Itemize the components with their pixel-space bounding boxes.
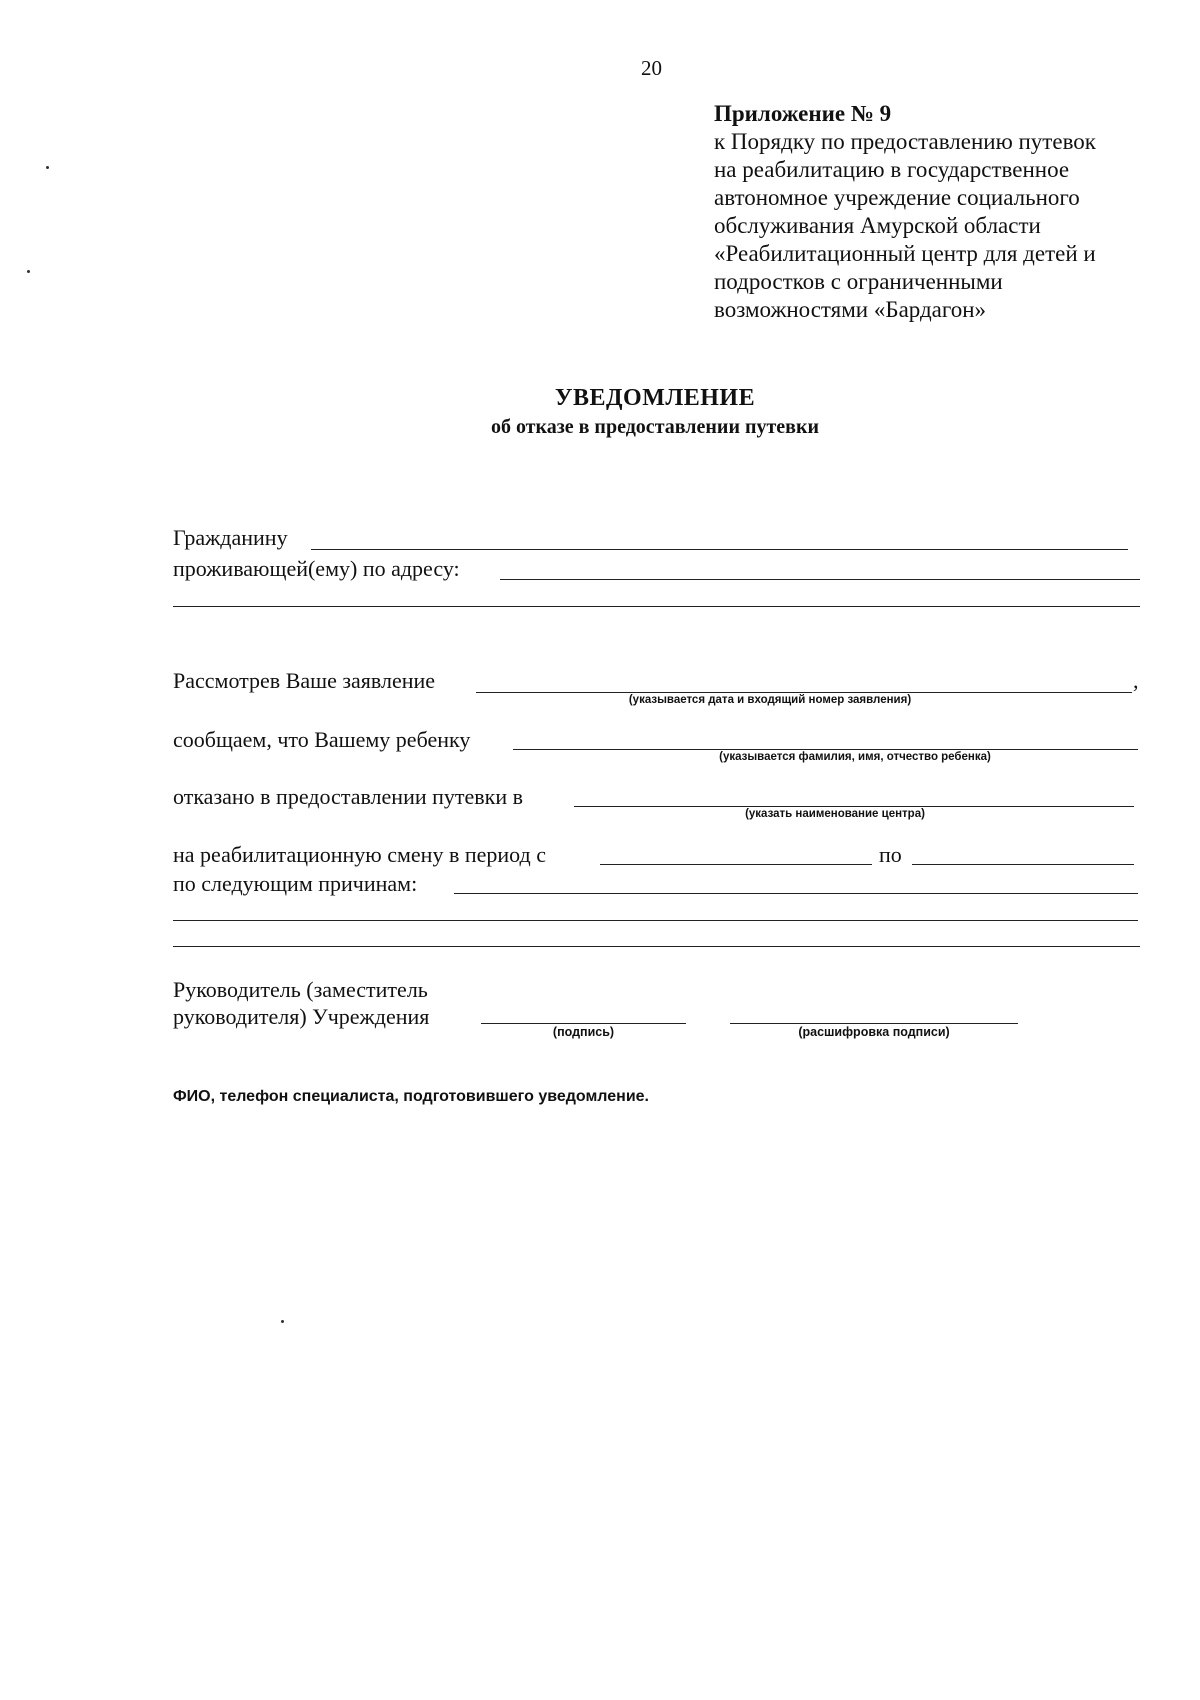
address-line-continued[interactable] [173,606,1140,607]
appendix-line: на реабилитацию в государственное [714,157,1070,182]
appendix-line: подростков с ограниченными [714,269,1003,294]
application-comma: , [1133,668,1139,693]
child-name-line[interactable] [513,749,1138,750]
address-line[interactable] [500,579,1140,580]
reasons-line-2[interactable] [173,920,1138,921]
signature-decode-hint: (расшифровка подписи) [798,1025,950,1039]
period-end-line[interactable] [912,864,1134,865]
document-subtitle: об отказе в предоставлении путевки [490,416,820,438]
refused-hint: (указать наименование центра) [745,808,925,820]
period-to-label: по [879,842,902,867]
child-label: сообщаем, что Вашему ребенку [173,727,471,752]
appendix-title: Приложение № 9 [714,101,892,126]
signatory-role-line1: Руководитель (заместитель [173,977,428,1002]
appendix-line: к Порядку по предоставлению путевок [714,129,1096,154]
period-label: на реабилитационную смену в период с [173,842,546,867]
scan-speck [281,1320,284,1323]
application-hint: (указывается дата и входящий номер заявления) [628,694,912,706]
scan-speck [27,270,30,273]
scan-speck [46,166,49,169]
application-line[interactable] [476,692,1132,693]
reasons-label: по следующим причинам: [173,871,418,896]
appendix-line: «Реабилитационный центр для детей и [714,241,1096,266]
appendix-line: обслуживания Амурской области [714,213,1041,238]
center-name-line[interactable] [574,806,1134,807]
child-hint: (указывается фамилия, имя, отчество ребенка) [719,751,991,763]
signature-decode-line[interactable] [730,1023,1018,1024]
appendix-line: автономное учреждение социального [714,185,1080,210]
preparer-note: ФИО, телефон специалиста, подготовившего уведомление. [173,1088,649,1105]
period-start-line[interactable] [600,864,872,865]
appendix-block [714,100,1096,324]
signatory-role-line2: руководителя) Учреждения [173,1004,430,1029]
citizen-name-line[interactable] [311,549,1128,550]
document-title: УВЕДОМЛЕНИЕ [554,385,756,411]
signature-hint: (подпись) [552,1025,615,1039]
refused-label: отказано в предоставлении путевки в [173,784,524,809]
reasons-line-3[interactable] [173,946,1140,947]
page-number: 20 [641,56,662,80]
reasons-line[interactable] [454,893,1138,894]
appendix-line: возможностями «Бардагон» [714,297,987,322]
application-label: Рассмотрев Ваше заявление [173,668,436,693]
address-label: проживающей(ему) по адресу: [173,556,460,581]
signature-line[interactable] [481,1023,686,1024]
citizen-label: Гражданину [173,525,288,550]
